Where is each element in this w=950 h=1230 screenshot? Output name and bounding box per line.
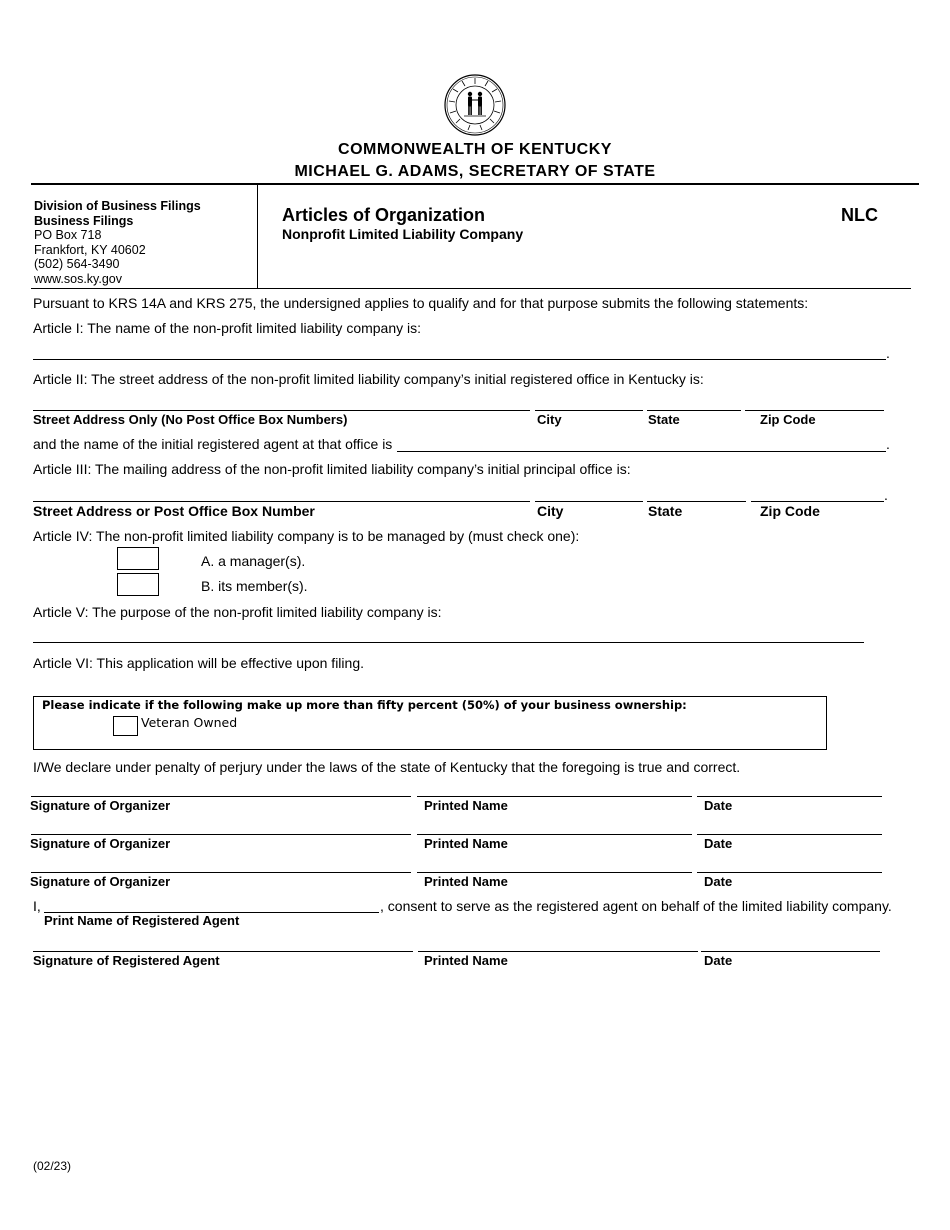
principal-state-label: State (648, 503, 683, 519)
office-unit: Business Filings (34, 213, 134, 228)
registered-zip-label: Zip Code (760, 412, 816, 427)
office-website[interactable]: www.sos.ky.gov (34, 271, 122, 286)
revision-date: (02/23) (33, 1159, 72, 1173)
manager-option-label: A. a manager(s). (201, 553, 306, 569)
registered-city-label: City (537, 412, 562, 427)
organizer-2-signature-input[interactable] (31, 834, 411, 835)
organizer-1-date-label: Date (704, 798, 733, 813)
organizer-1-signature-input[interactable] (31, 796, 411, 797)
registered-agent-input[interactable] (397, 451, 886, 452)
organizer-3-signature-input[interactable] (31, 872, 411, 873)
principal-street-input[interactable] (33, 501, 530, 502)
company-name-input[interactable] (33, 359, 886, 360)
principal-line-period: . (884, 487, 888, 503)
form-title: Articles of Organization (282, 205, 486, 225)
member-checkbox[interactable] (117, 573, 159, 596)
state-seal-graphic (444, 74, 506, 136)
consent-text: , consent to serve as the registered agent on behalf of the limited liability company. (380, 898, 892, 914)
principal-city-input[interactable] (535, 501, 643, 502)
veteran-owned-label: Veteran Owned (141, 715, 238, 730)
principal-street-label: Street Address or Post Office Box Number (33, 503, 315, 519)
organizer-2-date-input[interactable] (697, 834, 882, 835)
declaration-text: I/We declare under penalty of perjury under the laws of the state of Kentucky that the foregoing is true and correct. (33, 759, 741, 775)
header-bottom-rule (31, 288, 911, 289)
form-code: NLC (841, 205, 878, 225)
organizer-2-name-label: Printed Name (424, 836, 508, 851)
form-subtitle: Nonprofit Limited Liability Company (282, 226, 524, 242)
state-seal (444, 74, 506, 136)
agent-signature-label: Signature of Registered Agent (33, 953, 220, 968)
article-2-text: Article II: The street address of the non-profit limited liability company’s initial registered office in Kentucky is: (33, 371, 704, 387)
veteran-owned-checkbox[interactable] (113, 716, 138, 736)
article-4-text: Article IV: The non-profit limited liability company is to be managed by (must check one): (33, 528, 580, 544)
organizer-1-name-input[interactable] (417, 796, 692, 797)
agent-line-period: . (886, 436, 890, 452)
article-5-text: Article V: The purpose of the non-profit limited liability company is: (33, 604, 442, 620)
agent-signature-input[interactable] (33, 951, 413, 952)
registered-city-input[interactable] (535, 410, 643, 411)
principal-zip-input[interactable] (751, 501, 884, 502)
organizer-2-signature-label: Signature of Organizer (30, 836, 171, 851)
organizer-3-signature-label: Signature of Organizer (30, 874, 171, 889)
office-po-box: PO Box 718 (34, 228, 102, 242)
header-divider (257, 185, 258, 288)
member-option-label: B. its member(s). (201, 578, 308, 594)
intro-statement: Pursuant to KRS 14A and KRS 275, the undersigned applies to qualify and for that purpose submits the following statements: (33, 295, 809, 311)
agent-date-label: Date (704, 953, 733, 968)
registered-street-label: Street Address Only (No Post Office Box Numbers) (33, 412, 348, 427)
header-top-rule (31, 183, 919, 185)
agent-line-text: and the name of the initial registered agent at that office is (33, 436, 393, 452)
registered-zip-input[interactable] (745, 410, 884, 411)
agent-print-name-label: Print Name of Registered Agent (44, 913, 240, 928)
organizer-1-signature-label: Signature of Organizer (30, 798, 171, 813)
registered-state-input[interactable] (647, 410, 741, 411)
office-phone: (502) 564-3490 (34, 257, 120, 271)
organizer-3-date-input[interactable] (697, 872, 882, 873)
office-division: Division of Business Filings (34, 199, 201, 213)
page-subtitle-secretary: MICHAEL G. ADAMS, SECRETARY OF STATE (294, 163, 656, 180)
article-3-text: Article III: The mailing address of the non-profit limited liability company’s initial principal office is: (33, 461, 631, 477)
office-city: Frankfort, KY 40602 (34, 242, 146, 257)
agent-date-input[interactable] (701, 951, 880, 952)
consent-prefix: I, (33, 898, 41, 914)
organizer-2-date-label: Date (704, 836, 733, 851)
organizer-3-name-input[interactable] (417, 872, 692, 873)
article-1-text: Article I: The name of the non-profit limited liability company is: (33, 320, 422, 336)
agent-name-label: Printed Name (424, 953, 508, 968)
purpose-input[interactable] (33, 642, 864, 643)
page-title: COMMONWEALTH OF KENTUCKY (338, 141, 612, 158)
manager-checkbox[interactable] (117, 547, 159, 570)
organizer-2-name-input[interactable] (417, 834, 692, 835)
organizer-3-date-label: Date (704, 874, 733, 889)
organizer-1-name-label: Printed Name (424, 798, 508, 813)
organizer-1-date-input[interactable] (697, 796, 882, 797)
principal-zip-label: Zip Code (760, 503, 820, 519)
principal-city-label: City (537, 503, 564, 519)
registered-street-input[interactable] (33, 410, 530, 411)
registered-state-label: State (648, 412, 680, 427)
article-6-text: Article VI: This application will be effective upon filing. (33, 655, 364, 671)
ownership-prompt: Please indicate if the following make up more than fifty percent (50%) of your business ownership: (42, 698, 687, 712)
agent-name-input[interactable] (418, 951, 698, 952)
line-end-period: . (886, 345, 890, 361)
principal-state-input[interactable] (647, 501, 746, 502)
organizer-3-name-label: Printed Name (424, 874, 508, 889)
office-address-block (34, 199, 201, 286)
